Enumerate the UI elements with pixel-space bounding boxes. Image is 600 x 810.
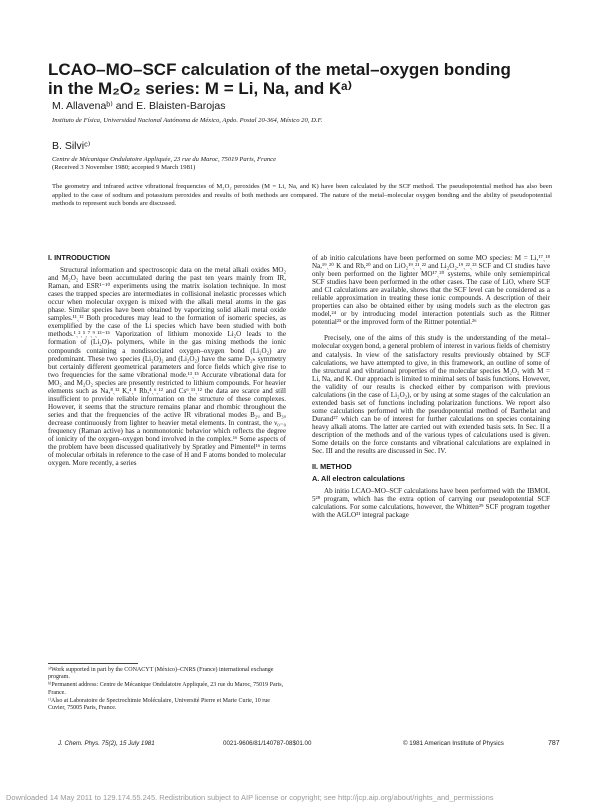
footnote-b: ᵇ⁾Permanent address: Centre de Mécanique Ondulatoire Appliquée, 23 rue du Maroc, 75019 Paris, France. [48,682,284,696]
footnote-c: ᶜ⁾Also at Laboratoire de Spectrochimie Moléculaire, Université Pierre et Marie Curie, 10 rue Cuvier, 75005 Paris, France. [48,697,270,712]
right-paragraph-2: Precisely, one of the aims of this study is the understanding of the metal–molecular oxygen bond, a general problem of interest in various fields of chemistry and catalysis. In view of the satisfactory results previously obtained by SCF calculations, we have attempted to give, in this framework, an outline of some of the structural and vibrational properties of the molecular species M₂O₂ with M = Li, Na, and K. Our approach is limited to minimal sets of basis functions. However, the validity of our results is checked either by comparison with previous calculations (in the case of Li₂O₂), or by using at some stages of the calculation an extended basis set of functions including polarization functions. We report also some calculations performed with the pseudopotential method of Barthelat and Durand²⁷ which can be of interest for further calculations on species containing heavy alkali atoms. The latter are carried out with extended basis sets. In Sec. II a description of the methods and of the various types of calculations used is given. Some details on the force constants and vibrational calculations are explained in Sec. III and the results are discussed in Sec. IV. [312,334,550,456]
subsection-heading-all-electron: A. All electron calculations [312,474,405,484]
authors-line-1: M. Allavenaᵇ⁾ and E. Blaisten-Barojas [52,100,226,112]
left-column [48,254,286,467]
paper-title: LCAO–MO–SCF calculation of the metal–oxygen bonding in the M₂O₂ series: M = Li, Na, and Kᵃ⁾ [48,60,511,98]
journal-reference: J. Chem. Phys. 75(2), 15 July 1981 [58,740,155,747]
footnotes [48,667,286,713]
section-heading-introduction: I. INTRODUCTION [48,253,111,262]
authors-line-2: B. Silviᶜ⁾ [52,140,91,152]
received-date: (Received 3 November 1980; accepted 9 March 1981) [52,164,196,171]
right-column [312,254,550,519]
article-code: 0021-9606/81/140787-08$01.00 [223,740,312,747]
footnote-rule [48,663,138,664]
intro-paragraph: Structural information and spectroscopic data on the metal alkali oxides MO₂ and M₂O₂ have been accumulated during the past ten years mainly from IR, Raman, and ESR¹⁻¹⁰ experiments using the matrix isolation technique. In most cases the trapped species are intermediates in collisional inelastic processes which occur when molecular oxygen is mixed with the alkali metal atoms in the gas phase. Similar species have been obtained by vaporizing solid alkali metal oxide samples.¹¹ˎ¹² Both procedures may lead to the formation of isomeric species, as exemplified by the case of the Li species which have been studied with both methods.¹ˎ²ˎ⁵ˎ⁷ˎ⁹ˎ¹³⁻¹⁵ Vaporization of lithium monoxide Li₂O leads to the formation of (Li₂O)ₙ polymers, while in the gas mixing methods the ionic compounds containing a nondissociated oxygen–oxygen bond (Li₂O₂) are predominant. These two species (Li₂O)₂ and (Li₂O₂) have the same D₂ₕ symmetry but certainly different geometrical parameters and force fields which give rise to two frequencies for the same vibrational mode.¹³ˎ¹⁵ Accurate vibrational data for MO₂ and M₂O₂ species are presently restricted to lithium compounds. For heavier elements such as Na,⁸ˎ¹² K,⁴ˎ⁸ Rb,⁴ˎ⁶ˎ¹² and Cs⁶ˎ¹¹ˎ¹² the data are scarce and still insufficient to provide reliable information on the structure of these complexes. However, it seems that the structure remains planar and rhombic throughout the series and that the frequencies of the active IR vibrational modes B₂ᵤ and B₃ᵤ decrease continuously from lighter to heavier metal elements. In contrast, the ν₀₋₀ frequency (Raman active) has a nonmonotonic behavior which reflects the degree of ionicity of the oxygen–oxygen bond involved in the complex.¹⁶ Some aspects of the problem have been discussed qualitatively by Spratley and Pimentel¹⁶ in terms of molecular orbitals in reference to the case of H and F atoms bonded to molecular oxygen. More recently, a series [48,266,286,468]
affiliation-2: Centre de Mécanique Ondulatoire Appliquée, 23 rue du Maroc, 75019 Paris, France [52,156,277,163]
copyright: © 1981 American Institute of Physics [403,740,504,747]
right-paragraph-1: of ab initio calculations have been performed on some MO species: M = Li,¹⁷ˎ¹⁸ Na,¹⁹ˎ²⁰ K and Rb,²⁰ and on LiO₂¹⁹ˎ²¹ˎ²² and Li₂O₂.¹⁹ˎ²²ˎ²³ SCF and CI studies have only been performed on the lighter MO¹⁷ˎ²⁰ systems, while only semiempirical SCF studies have been performed in the other cases. The case of LiO, where SCF and CI calculations are available, shows that the SCF level can be considered as a reliable approximation in treating these ionic compounds. A description of their properties can also be obtained either by using models such as the electron gas model,²⁴ or by introducing model interaction potentials such as the Rittner potential²⁵ or the improved form of the Rittner potential.²⁶ [312,254,550,327]
download-notice: Downloaded 14 May 2011 to 129.174.55.245. Redistribution subject to AIP license or copyright; see http://jcp.aip.org/about/rights_and_permissions [6,793,494,802]
affiliation-1: Instituto de Física, Universidad Nacional Autónoma de México, Apdo. Postal 20-364, México 20, D.F. [52,117,323,124]
section-heading-method: II. METHOD [312,462,352,472]
abstract: The geometry and infrared active vibrational frequencies of M₂O₂ peroxides (M = Li, Na, and K) have been calculated by the SCF method. The pseudopotential method has also been applied to the case of sodium and potassium peroxides and results of both methods are compared. The nature of the metal–molecular oxygen bonding and the ability of pseudopotential methods to represent such bonds are discussed. [52,183,552,208]
page-number: 787 [548,740,560,747]
method-paragraph: Ab initio LCAO–MO–SCF calculations have been performed with the IBMOL 5²⁸ program, which has the extra option of carrying our pseudopotential SCF calculations. For some calculations, however, the Whitten²⁹ SCF program together with the AGLO³¹ integral package [312,487,550,520]
footnote-a: ᵃ⁾Work supported in part by the CONACYT (México)–CNRS (France) international exchange program. [48,667,274,681]
